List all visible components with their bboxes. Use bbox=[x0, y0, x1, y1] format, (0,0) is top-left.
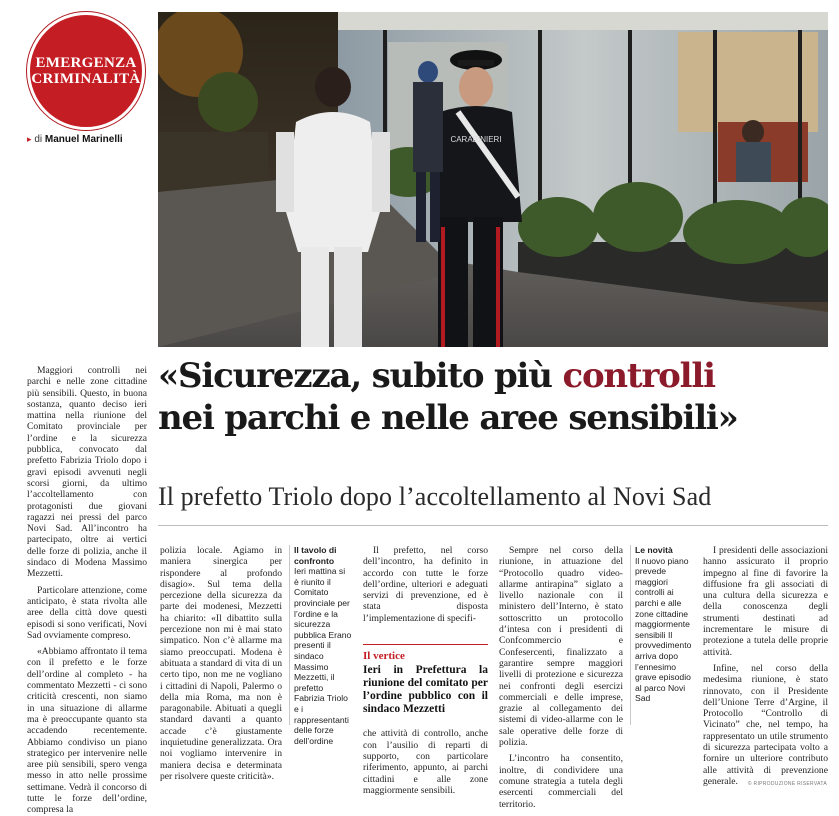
col1-paragraph-2: Particolare attenzione, come anticipato, è stata rivolta alle aree della città dove questi episodi si sono verificati, Novi Sad ovviamente compreso. bbox=[27, 584, 147, 641]
badge-line1: EMERGENZA bbox=[35, 55, 137, 71]
headline-part2: nei parchi e nelle aree sensibili» bbox=[158, 398, 738, 438]
headline-part1: «Sicurezza, subito più bbox=[158, 356, 552, 396]
copyright-credit: © RIPRODUZIONE RISERVATA bbox=[747, 781, 827, 787]
sidebar1-rule bbox=[289, 545, 290, 725]
article-column-5 bbox=[703, 545, 828, 787]
col2-paragraph-1: polizia locale. Agiamo in maniera sinergica per rispondere al profondo disagio». Sul tema della percezione della sicurezza da parte dei modenesi, Mezzetti ha chiarito: «Il dibattito sulla percezione non mi è mai stato simpatico. Non c’è allarme ma siamo preoccupati. Modena è abituata a standard di vita di un certo tipo, non me ne vogliano i cittadini di Napoli, Palermo o della mia Roma, ma non è paragonabile. Abituati a quegli standard davanti a quanto accade c’è giustamente inquietudine generalizzata. Ora noi vogliamo intervenire in maniera decisa e determinata per risolvere queste criticità». bbox=[160, 545, 282, 782]
byline-arrow-icon: ▸ bbox=[27, 134, 32, 144]
article-column-4 bbox=[499, 545, 623, 810]
sidebar-novita bbox=[635, 545, 693, 704]
byline-prefix: di bbox=[34, 134, 43, 145]
headline-highlight: controlli bbox=[562, 356, 715, 396]
vertice-box bbox=[363, 644, 488, 716]
article-column-2 bbox=[160, 545, 282, 782]
section-badge bbox=[27, 12, 145, 130]
article-column-1 bbox=[27, 365, 147, 816]
subheadline: Il prefetto Triolo dopo l’accoltellamento al Novi Sad bbox=[158, 482, 712, 511]
photo-scene bbox=[158, 12, 828, 347]
sidebar1-text: Ieri mattina si è riunito il Comitato provinciale per l’ordine e la sicurezza pubblica Erano presenti il sindaco Massimo Mezzetti, il prefetto Fabrizia Triolo e i rappresentanti delle forze dell’ordine bbox=[294, 566, 352, 746]
col5-paragraph-1: I presidenti delle associazioni hanno assicurato il proprio impegno al fine di favorire la diffusione fra gli associati di una cultura della sicurezza e della conoscenza degli strumenti destinati ad incrementare le misure di protezione a tutela delle proprie attività. bbox=[703, 545, 828, 658]
col3-paragraph-1: Il prefetto, nel corso dell’incontro, ha definito in accordo con tutte le forze dell’ordine, ulteriori e adeguati servizi di prevenzione, ed è stata disposta l’implementazione di specifi- bbox=[363, 545, 488, 624]
col1-paragraph-3: «Abbiamo affrontato il tema con il prefetto e le forze dell’ordine al completo - ha commentato Mezzetti - ci sono criticità crescenti, non siamo in una situazione di allarme ma è preoccupante quanto sta accadendo recentemente. Abbiamo condiviso un piano strategico per intervenire nelle aree più sensibili, spero venga messo in atto nelle prossime settimane. Vedrà il concorso di tutte le forze dell’ordine, compresa la bbox=[27, 646, 147, 816]
divider bbox=[158, 525, 828, 526]
byline bbox=[27, 134, 123, 145]
headline bbox=[158, 355, 838, 439]
badge-line2: CRIMINALITÀ bbox=[31, 71, 141, 87]
news-photo bbox=[158, 12, 828, 347]
sidebar2-rule bbox=[630, 545, 631, 725]
col3-paragraph-2: che attività di controllo, anche con l’ausilio di reparti di supporto, con particolare riferimento, appunto, ai parchi cittadini e alle zone maggiormente sensibili. bbox=[363, 728, 488, 796]
sidebar2-title: Le novità bbox=[635, 545, 673, 555]
byline-author: Manuel Marinelli bbox=[44, 134, 123, 145]
col5-paragraph-2: Infine, nel corso della medesima riunione, è stato rinnovato, con il Presidente dell’Unione Terre d’Argine, il Protocollo “Controllo di Vicinato” che, nel tempo, ha rappresentato un utile strumento di sicurezza partecipata volto a fornire un ulteriore contributo alle attività di prevenzione generale. bbox=[703, 662, 828, 787]
uniform-label: CARABINIERI bbox=[450, 135, 502, 144]
sidebar1-title: Il tavolo di confronto bbox=[294, 545, 337, 566]
vertice-title: Ieri in Prefettura la riunione del comitato per l’ordine pubblico con il sindaco Mezzetti bbox=[363, 664, 488, 716]
vertice-tag: Il vertice bbox=[363, 650, 405, 663]
sidebar-tavolo bbox=[294, 545, 352, 746]
sidebar2-text: Il nuovo piano prevede maggiori controlli ai parchi e alle zone cittadine maggiormente sensibili Il provvedimento arriva dopo l’ennesimo grave episodio al parco Novi Sad bbox=[635, 555, 692, 704]
col4-paragraph-1: Sempre nel corso della riunione, in attuazione del “Protocollo quadro video-allarme antirapina” siglato a livello nazionale con il ministero dell’Interno, è stato sottoscritto un protocollo d’intesa con i presidenti di Confcommercio e Confesercenti, finalizzato a garantire sempre maggiori livelli di protezione e sicurezza nei confronti degli esercizi commerciali e delle imprese, grazie al collegamento dei sistemi di video-allarme con le sale operative delle forze di polizia. bbox=[499, 545, 623, 749]
article-column-3 bbox=[363, 545, 488, 796]
col1-paragraph-1: Maggiori controlli nei parchi e nelle zone cittadine più sensibili. Questo, in buona sostanza, quanto deciso ieri mattina nella riunione del Comitato provinciale per l’ordine e la sicurezza pubblica, convocato dal prefetto Fabrizia Triolo dopo i gravi episodi avvenuti negli scorsi giorni, da ultimo l’accoltellamento con protagonisti due giovani ragazzi nei pressi del parco Novi Sad. All’incontro ha partecipato, oltre ai vertici delle forze di polizia, anche il sindaco di Modena Massimo Mezzetti. bbox=[27, 365, 147, 580]
col4-paragraph-2: L’incontro ha consentito, inoltre, di condividere una comune strategia a tutela degli esercenti commerciali del territorio. bbox=[499, 753, 623, 810]
